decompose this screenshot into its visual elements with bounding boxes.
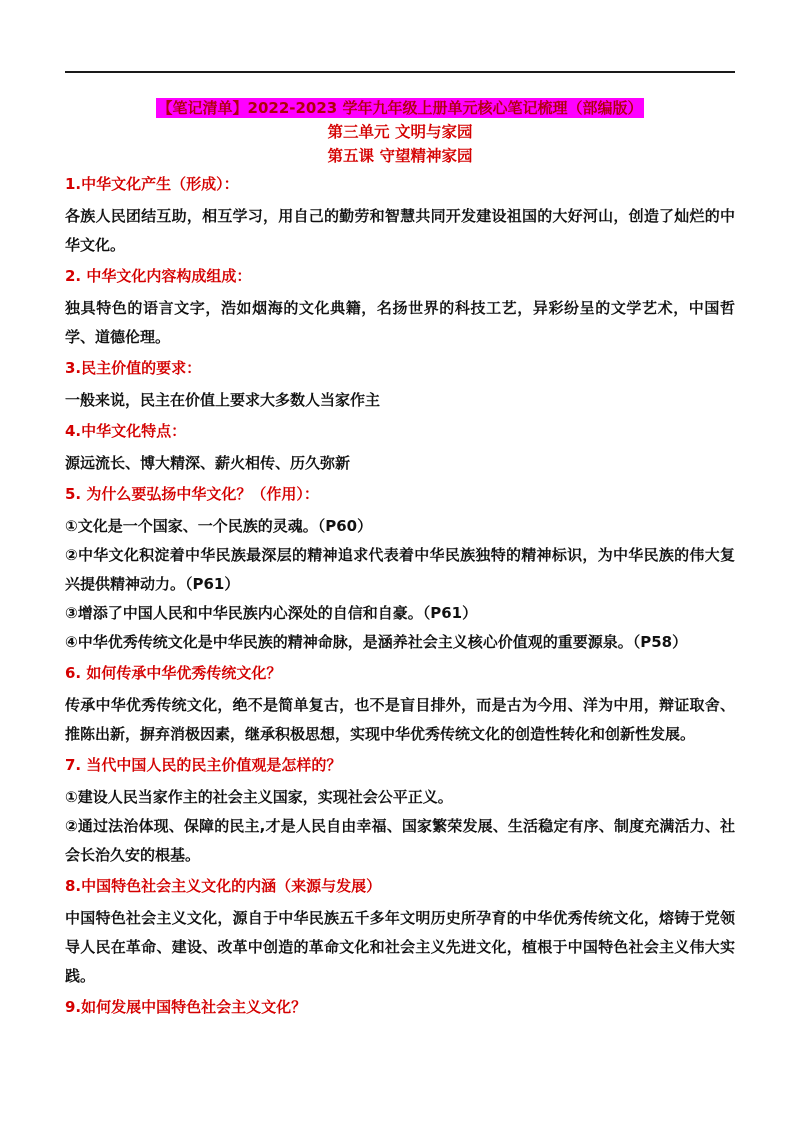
section-paragraph: 传承中华优秀传统文化，绝不是简单复古，也不是盲目排外，而是古为今用、洋为中用，辩证取舍、推陈出新，摒弃消极因素，继承积极思想，实现中华优秀传统文化的创造性转化和创新性发展。: [65, 696, 735, 743]
section-paragraph: 独具特色的语言文字，浩如烟海的文化典籍，名扬世界的科技工艺，异彩纷呈的文学艺术，中国哲学、道德伦理。: [65, 299, 735, 346]
lesson-title: 第五课 守望精神家园: [327, 147, 473, 165]
document-banner-title: 【笔记清单】2022-2023 学年九年级上册单元核心笔记梳理（部编版）: [157, 99, 643, 117]
note-section: [65, 874, 735, 991]
note-section: [65, 356, 735, 415]
notes-body: [65, 172, 735, 1019]
section-heading: 3.民主价值的要求：: [65, 359, 202, 377]
note-section: [65, 995, 735, 1019]
section-heading: 7. 当代中国人民的民主价值观是怎样的？: [65, 756, 342, 774]
section-heading: 2. 中华文化内容构成组成：: [65, 267, 252, 285]
section-heading: 6. 如何传承中华优秀传统文化？: [65, 664, 282, 682]
note-section: [65, 419, 735, 478]
section-heading: 5. 为什么要弘扬中华文化？（作用）：: [65, 485, 319, 503]
section-paragraph: ②中华文化积淀着中华民族最深层的精神追求代表着中华民族独特的精神标识，为中华民族的伟大复兴提供精神动力。（P61）: [65, 546, 735, 593]
section-heading: 8.中国特色社会主义文化的内涵（来源与发展）: [65, 877, 382, 895]
unit-title: 第三单元 文明与家园: [327, 123, 473, 141]
top-divider: [65, 71, 735, 73]
section-paragraph: ③增添了中国人民和中华民族内心深处的自信和自豪。（P61）: [65, 604, 478, 622]
note-section: [65, 661, 735, 749]
section-heading: 1.中华文化产生（形成）：: [65, 175, 239, 193]
note-section: [65, 172, 735, 260]
section-paragraph: ④中华优秀传统文化是中华民族的精神命脉，是涵养社会主义核心价值观的重要源泉。（P58）: [65, 633, 688, 651]
section-paragraph: 中国特色社会主义文化，源自于中华民族五千多年文明历史所孕育的中华优秀传统文化，熔铸于党领导人民在革命、建设、改革中创造的革命文化和社会主义先进文化，植根于中国特色社会主义伟大实践。: [65, 909, 735, 985]
section-paragraph: ①建设人民当家作主的社会主义国家，实现社会公平正义。: [65, 788, 453, 806]
document-page: [65, 96, 735, 1025]
note-section: [65, 482, 735, 657]
note-section: [65, 753, 735, 870]
section-paragraph: ①文化是一个国家、一个民族的灵魂。（P60）: [65, 517, 373, 535]
section-paragraph: ②通过法治体现、保障的民主,才是人民自由幸福、国家繁荣发展、生活稳定有序、制度充满活力、社会长治久安的根基。: [65, 817, 735, 864]
note-section: [65, 264, 735, 352]
section-heading: 4.中华文化特点：: [65, 422, 187, 440]
section-heading: 9.如何发展中国特色社会主义文化？: [65, 998, 307, 1016]
banner-row: [65, 96, 735, 120]
section-paragraph: 源远流长、博大精深、薪火相传、历久弥新: [65, 454, 351, 472]
section-paragraph: 一般来说，民主在价值上要求大多数人当家作主: [65, 391, 381, 409]
section-paragraph: 各族人民团结互助，相互学习，用自己的勤劳和智慧共同开发建设祖国的大好河山，创造了灿烂的中华文化。: [65, 207, 735, 254]
